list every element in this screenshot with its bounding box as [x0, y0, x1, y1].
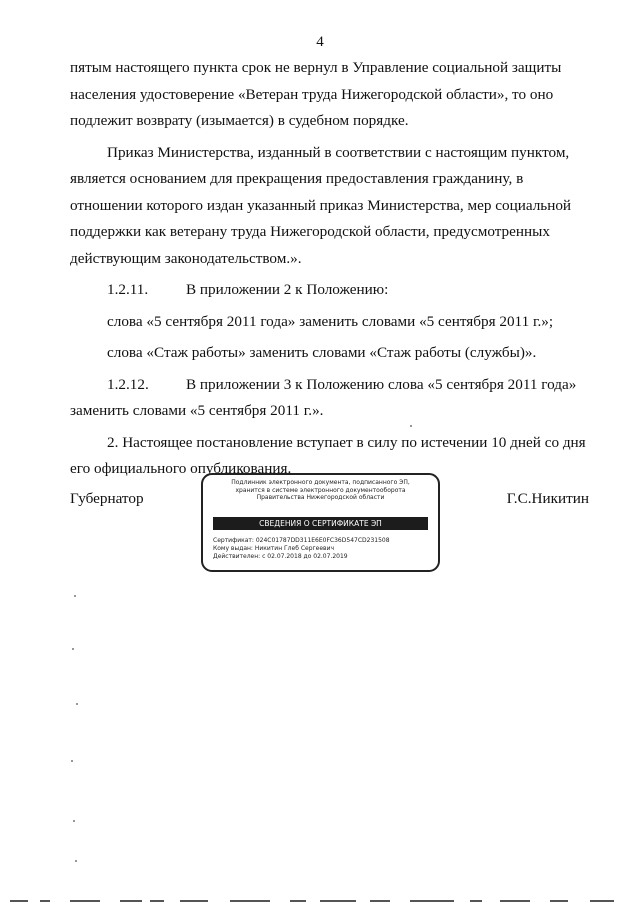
stamp-notice: [213, 479, 428, 502]
text-line: его официального опубликования.: [70, 460, 292, 477]
stamp-notice-line: Правительства Нижегородской области: [256, 494, 385, 502]
clause-text: В приложении 3 к Положению слова «5 сентября 2011 года»: [186, 375, 577, 393]
clause-text: В приложении 2 к Положению:: [186, 281, 389, 298]
text-line: является основанием для прекращения предоставления гражданину, в: [70, 170, 524, 187]
text-line: 2. Настоящее постановление вступает в силу по истечении 10 дней со дня: [107, 433, 586, 451]
document-body: [70, 55, 589, 483]
scan-speck: [75, 860, 77, 862]
signatory-name: Г.С.Никитин: [506, 490, 589, 507]
text-line: заменить словами «5 сентября 2011 г.».: [70, 402, 324, 419]
certificate-owner: Кому выдан: Никитин Глеб Сергеевич: [213, 545, 335, 553]
electronic-signature-stamp: [201, 473, 440, 572]
stamp-notice-line: Подлинник электронного документа, подписанного ЭП,: [231, 479, 410, 486]
text-line: слова «5 сентября 2011 года» заменить словами «5 сентября 2011 г.»;: [107, 312, 554, 330]
text-line: слова «Стаж работы» заменить словами «Стаж работы (службы)».: [107, 344, 537, 361]
stamp-header: СВЕДЕНИЯ О СЕРТИФИКАТЕ ЭП: [213, 517, 428, 530]
stamp-details: [213, 537, 432, 562]
clause-1-2-12: [107, 372, 589, 399]
text-line: пятым настоящего пункта срок не вернул в Управление социальной защиты: [70, 59, 562, 76]
text-line: действующим законодательством.».: [70, 249, 302, 267]
text-line: Приказ Министерства, изданный в соответствии с настоящим пунктом,: [107, 143, 570, 161]
certificate-validity: Действителен: с 02.07.2018 до 02.07.2019: [213, 553, 348, 561]
signatory-title: Губернатор: [70, 490, 144, 507]
clause-number: 1.2.12.: [107, 375, 149, 393]
text-line: отношении которого издан указанный приказ Министерства, мер социальной: [70, 196, 572, 214]
scan-speck: [72, 648, 74, 650]
scan-speck: [73, 820, 75, 822]
stamp-notice-line: хранится в системе электронного документооборота: [235, 486, 406, 494]
page-number: 4: [316, 34, 324, 50]
scan-edge-noise: [0, 898, 640, 905]
clause-1-2-11: [107, 277, 589, 304]
text-line: населения удостоверение «Ветеран труда Нижегородской области», то оно: [70, 85, 554, 103]
scan-speck: [74, 595, 76, 597]
clause-number: 1.2.11.: [107, 281, 149, 298]
text-line: подлежит возврату (изымается) в судебном порядке.: [70, 112, 409, 129]
text-line: поддержки как ветерану труда Нижегородской области, предусмотренных: [70, 223, 550, 240]
certificate-number: Сертификат: 024C01787DD311E6E0FC36D547CD231508: [213, 537, 390, 544]
scan-speck: [410, 425, 412, 427]
scan-speck: [76, 703, 78, 705]
scan-speck: [71, 760, 73, 762]
